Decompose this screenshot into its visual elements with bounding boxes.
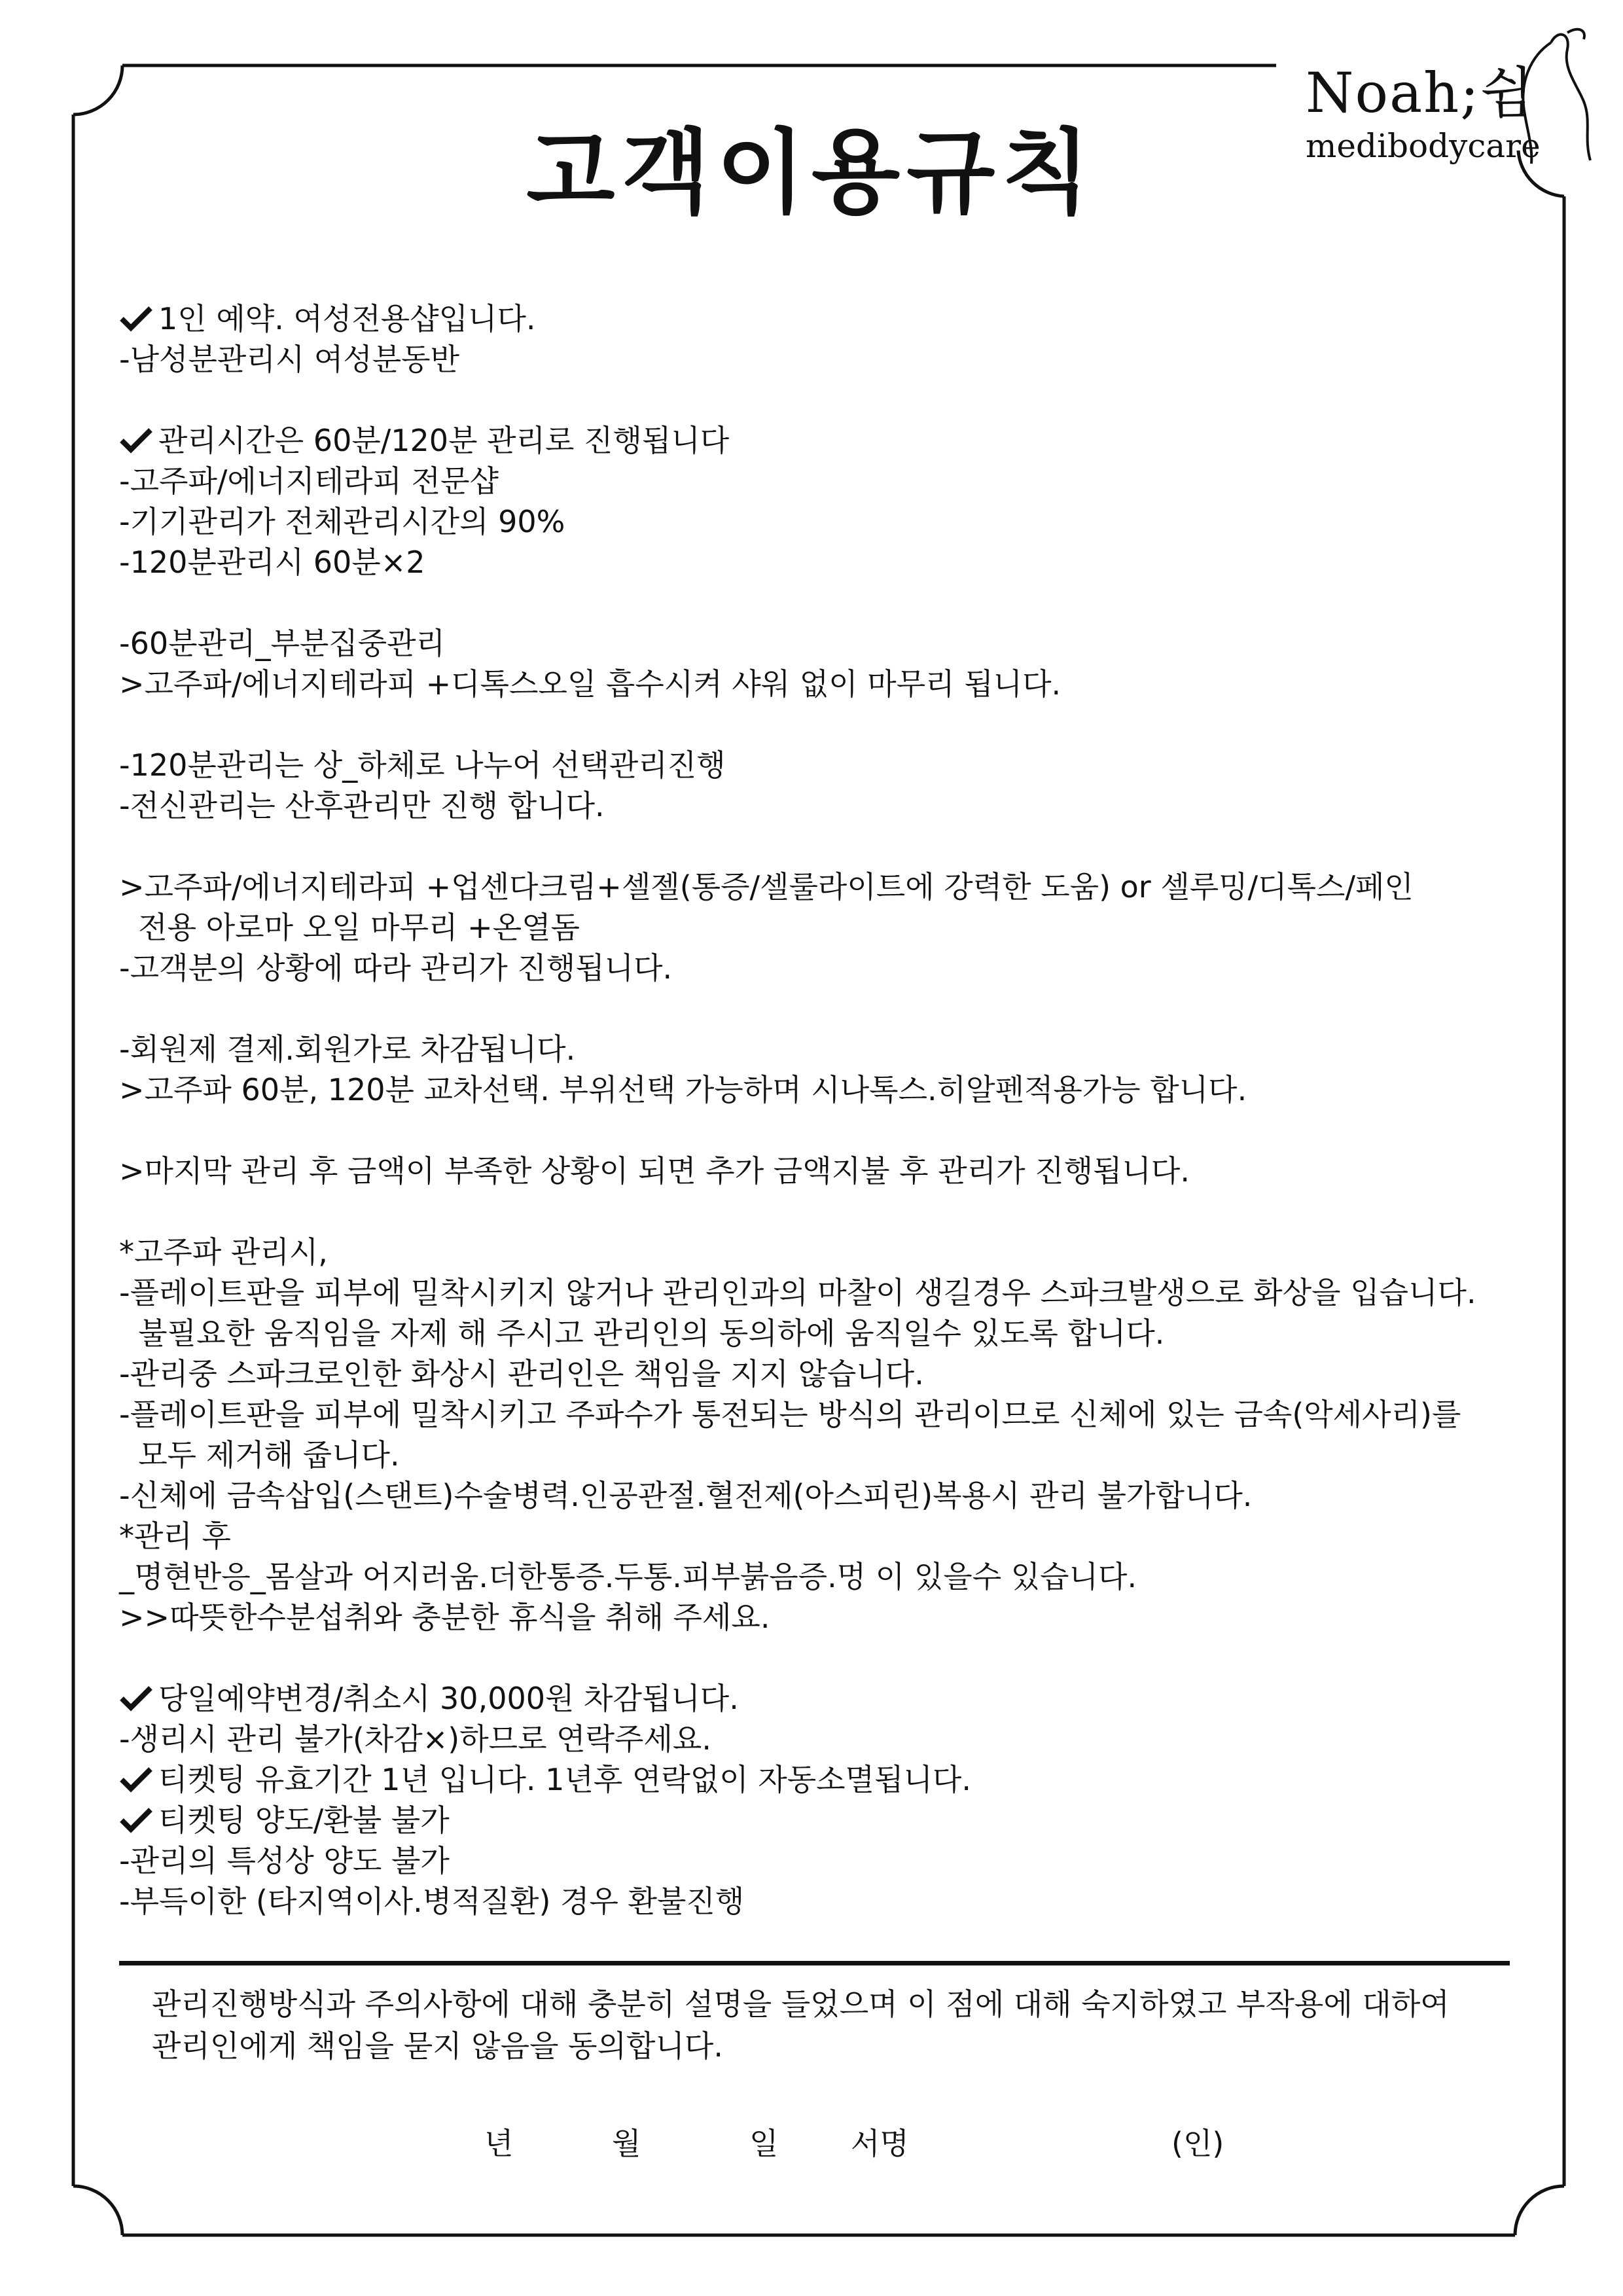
rule-line	[119, 542, 1526, 583]
rule-text: -관리의 특성상 양도 불가	[119, 1843, 450, 1878]
rule-line	[119, 1029, 1526, 1069]
rule-text: 티켓팅 유효기간 1년 입니다. 1년후 연락없이 자동소멸됩니다.	[158, 1762, 971, 1797]
rule-line	[119, 339, 1526, 380]
signature-year: 년	[484, 2126, 514, 2161]
rule-line	[119, 745, 1526, 785]
rule-text: -고주파/에너지테라피 전문샵	[119, 463, 499, 499]
rule-line	[119, 1556, 1526, 1597]
rule-text: *관리 후	[119, 1518, 231, 1554]
rule-line	[119, 867, 1526, 907]
rule-line	[119, 1435, 1526, 1475]
rule-text: 1인 예약. 여성전용샵입니다.	[158, 301, 536, 336]
rule-text: _명현반응_몸살과 어지러움.더한통증.두통.피부붉음증.멍 이 있을수 있습니다.	[119, 1559, 1137, 1594]
rule-text: -남성분관리시 여성분동반	[119, 342, 460, 377]
rule-line	[119, 1394, 1526, 1435]
rule-text: -회원제 결제.회원가로 차감됩니다.	[119, 1031, 576, 1067]
rule-text: 관리시간은 60분/120분 관리로 진행됩니다	[158, 423, 730, 458]
checkmark-icon	[119, 306, 154, 332]
rule-text: -부득이한 (타지역이사.병적질환) 경우 환불진행	[119, 1884, 745, 1919]
signature-label: 서명	[851, 2126, 909, 2161]
rule-text: 전용 아로마 오일 마무리 +온열돔	[119, 910, 580, 945]
rule-text: -생리시 관리 불가(차감×)하므로 연락주세요.	[119, 1721, 711, 1757]
rule-text: 당일예약변경/취소시 30,000원 차감됩니다.	[158, 1681, 739, 1716]
agreement-text	[152, 1983, 1513, 2067]
rule-line	[119, 1719, 1526, 1759]
rule-text: -플레이트판을 피부에 밀착시키고 주파수가 통전되는 방식의 관리이므로 신체에 있는 금속(악세사리)를	[119, 1397, 1461, 1432]
logo-name: Noah;쉼	[1306, 61, 1535, 125]
rule-line	[119, 501, 1526, 542]
rule-text: 모두 제거해 줍니다.	[119, 1437, 400, 1473]
rule-line	[119, 1516, 1526, 1556]
page-title: 고객이용규칙	[526, 120, 1097, 226]
rule-line	[119, 1759, 1526, 1800]
rule-line	[119, 1881, 1526, 1922]
agreement-line: 관리인에게 책임을 묻지 않음을 동의합니다.	[152, 2028, 723, 2064]
rule-line	[119, 1800, 1526, 1840]
rule-line	[119, 907, 1526, 948]
rule-line	[119, 1840, 1526, 1881]
rule-text: -60분관리_부분집중관리	[119, 626, 446, 661]
agreement-line: 관리진행방식과 주의사항에 대해 충분히 설명을 들었으며 이 점에 대해 숙지하였고 부작용에 대하여	[152, 1986, 1450, 2022]
rule-line	[119, 664, 1526, 704]
rule-line	[119, 461, 1526, 501]
rule-line	[119, 1069, 1526, 1110]
rule-text: >>따뜻한수분섭취와 충분한 휴식을 취해 주세요.	[119, 1600, 770, 1635]
rule-line	[119, 1597, 1526, 1638]
rule-line	[119, 785, 1526, 826]
logo-subtitle: medibodycare	[1306, 127, 1541, 165]
rule-text: >고주파/에너지테라피 +디톡스오일 흡수시켜 샤워 없이 마무리 됩니다.	[119, 666, 1061, 702]
checkmark-icon	[119, 1807, 154, 1833]
rule-text: -관리중 스파크로인한 화상시 관리인은 책임을 지지 않습니다.	[119, 1356, 924, 1391]
rule-text: >마지막 관리 후 금액이 부족한 상황이 되면 추가 금액지불 후 관리가 진행됩니다.	[119, 1153, 1190, 1189]
rule-text: >고주파/에너지테라피 +업센다크림+셀젤(통증/셀룰라이트에 강력한 도움) or 셀루밍/디톡스/페인	[119, 869, 1414, 905]
rule-text: 불필요한 움직임을 자제 해 주시고 관리인의 동의하에 움직일수 있도록 합니다.	[119, 1316, 1165, 1351]
rule-text: -120분관리는 상_하체로 나누어 선택관리진행	[119, 747, 726, 783]
rule-line	[119, 1354, 1526, 1394]
rule-line	[119, 1678, 1526, 1719]
checkmark-icon	[119, 427, 154, 454]
rule-line	[119, 1191, 1526, 1232]
rule-text: 티켓팅 양도/환불 불가	[158, 1803, 450, 1838]
checkmark-icon	[119, 1685, 154, 1712]
rule-text: -전신관리는 산후관리만 진행 합니다.	[119, 788, 605, 823]
rule-text: -고객분의 상황에 따라 관리가 진행됩니다.	[119, 950, 673, 986]
rule-line	[119, 704, 1526, 745]
checkmark-icon	[119, 1767, 154, 1793]
rule-line	[119, 1110, 1526, 1151]
divider	[119, 1961, 1510, 1965]
rule-text: -120분관리시 60분×2	[119, 545, 425, 580]
rule-line	[119, 1475, 1526, 1516]
rule-line	[119, 826, 1526, 867]
rule-line	[119, 583, 1526, 623]
rule-line	[119, 420, 1526, 461]
rule-line	[119, 1638, 1526, 1678]
rule-text: -기기관리가 전체관리시간의 90%	[119, 504, 565, 539]
signature-month: 월	[612, 2126, 641, 2161]
rule-text: -플레이트판을 피부에 밀착시키지 않거나 관리인과의 마찰이 생길경우 스파크발생으로 화상을 입습니다.	[119, 1275, 1476, 1310]
signature-seal: (인)	[1171, 2126, 1224, 2161]
rule-text: -신체에 금속삽입(스탠트)수술병력.인공관절.혈전제(아스피린)복용시 관리 불가합니다.	[119, 1478, 1253, 1513]
rule-line	[119, 623, 1526, 664]
rule-text: *고주파 관리시,	[119, 1234, 328, 1270]
rules-list	[119, 298, 1526, 1922]
rule-line	[119, 948, 1526, 988]
rule-line	[119, 1313, 1526, 1354]
signature-day: 일	[749, 2126, 779, 2161]
rule-line	[119, 380, 1526, 420]
rule-line	[119, 1151, 1526, 1191]
rule-text: >고주파 60분, 120분 교차선택. 부위선택 가능하며 시나톡스.히알펜적용가능 합니다.	[119, 1072, 1247, 1107]
rule-line	[119, 1232, 1526, 1272]
rule-line	[119, 988, 1526, 1029]
rule-line	[119, 298, 1526, 339]
rule-line	[119, 1272, 1526, 1313]
